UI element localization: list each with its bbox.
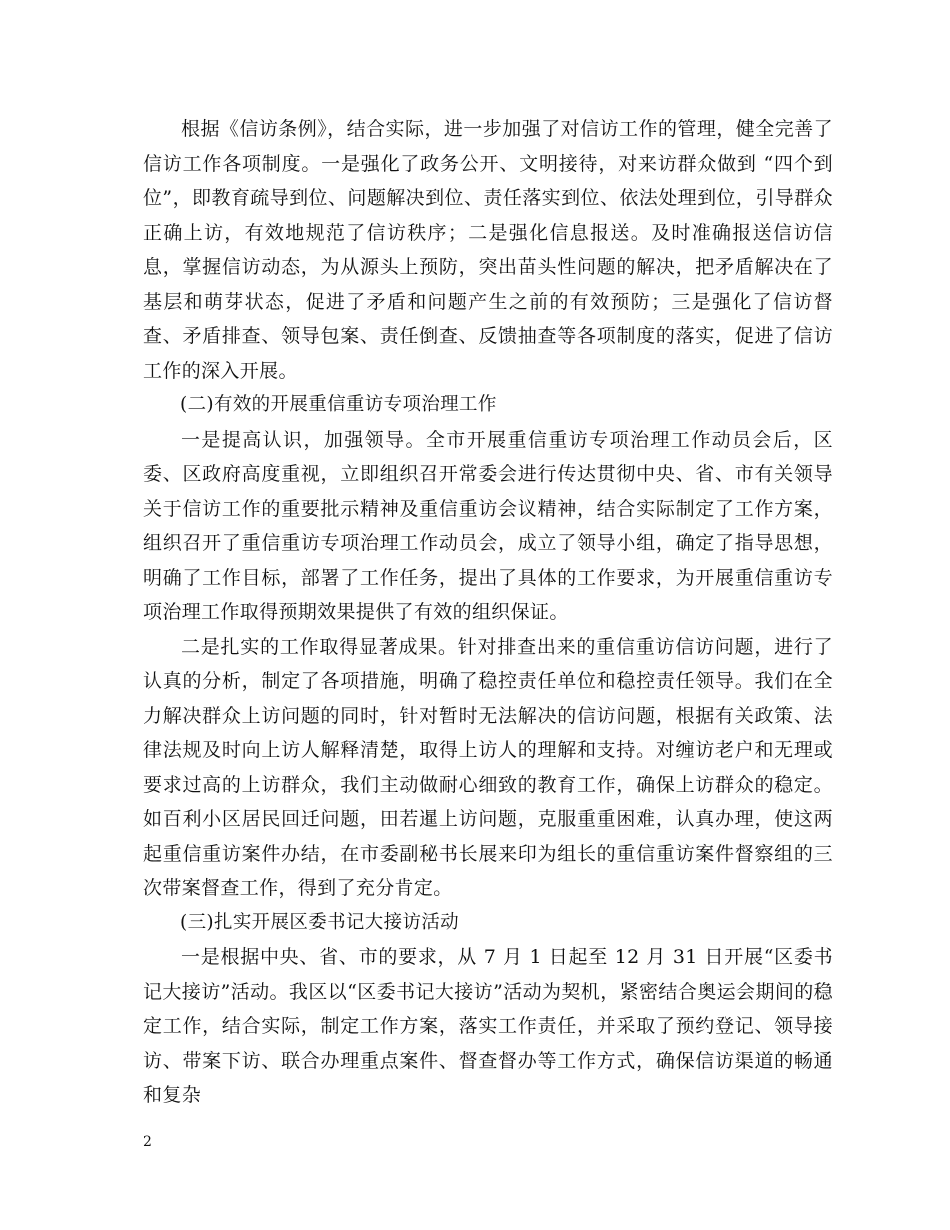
paragraph-raise-awareness: 一是提高认识，加强领导。全市开展重信重访专项治理工作动员会后，区委、区政府高度重视，立即组织召开常委会进行传达贯彻中央、省、市有关领导关于信访工作的重要批示精神及重信重访会议精神，结合实际制定了工作方案，组织召开了重信重访专项治理工作动员会，成立了领导小组，确定了指导思想，明确了工作目标，部署了工作任务，提出了具体的工作要求，为开展重信重访专项治理工作取得预期效果提供了有效的组织保证。 — [143, 428, 833, 623]
paragraph-central-requirements: 一是根据中央、省、市的要求，从 7 月 1 日起至 12 月 31 日开展“区委书记大接访”活动。我区以“区委书记大接访”活动为契机，紧密结合奥运会期间的稳定工作，结合实际，制定工作方案，落实工作责任，并采取了预约登记、领导接访、带案下访、联合办理重点案件、督查督办等工作方式，确保信访渠道的畅通和复杂 — [143, 946, 833, 1106]
section-heading-repeat-petitions: (二)有效的开展重信重访专项治理工作 — [180, 394, 497, 415]
document-body — [143, 112, 833, 1113]
section-heading-secretary-reception: (三)扎实开展区委书记大接访活动 — [180, 911, 460, 933]
paragraph-petition-regulations: 根据《信访条例》，结合实际，进一步加强了对信访工作的管理，健全完善了信访工作各项制度。一是强化了政务公开、文明接待，对来访群众做到 “四个到位”，即教育疏导到位、问题解决到位、责任落实到位、依法处理到位，引导群众正确上访，有效地规范了信访秩序；二是强化信息报送。及时准确报送信访信息，掌握信访动态，为从源头上预防，突出苗头性问题的解决，把矛盾解决在了基层和萌芽状态，促进了矛盾和问题产生之前的有效预防；三是强化了信访督查、矛盾排查、领导包案、责任倒查、反馈抽查等各项制度的落实，促进了信访工作的深入开展。 — [143, 118, 833, 382]
paragraph-solid-work-results: 二是扎实的工作取得显著成果。针对排查出来的重信重访信访问题，进行了认真的分析，制定了各项措施，明确了稳控责任单位和稳控责任领导。我们在全力解决群众上访问题的同时，针对暂时无法解决的信访问题，根据有关政策、法律法规及时向上访人解释清楚，取得上访人的理解和支持。对缠访老户和无理或要求过高的上访群众，我们主动做耐心细致的教育工作，确保上访群众的稳定。如百利小区居民回迁问题，田若暹上访问题，克服重重困难，认真办理，使这两起重信重访案件办结，在市委副秘书长展来印为组长的重信重访案件督察组的三次带案督查工作，得到了充分肯定。 — [143, 635, 833, 899]
page-number: 2 — [143, 1134, 152, 1150]
